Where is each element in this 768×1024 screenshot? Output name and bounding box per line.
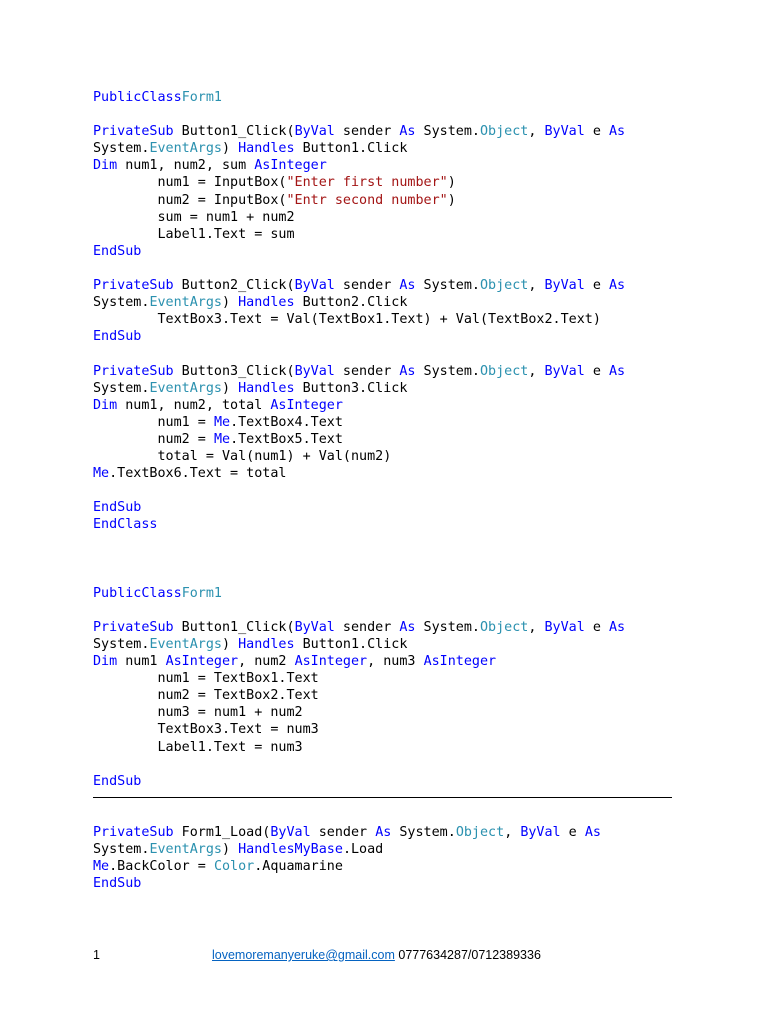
code-line [93,226,753,243]
code-keyword: Handles [238,637,295,652]
code-text: System. [391,825,456,841]
code-text: num1 = [93,414,214,430]
code-text: , [528,619,545,635]
code-line [93,875,753,892]
code-text: Button1_Click( [173,619,295,635]
code-text: e [584,363,609,379]
code-text: sender [334,278,400,294]
code-text: total = Val(num1) + Val(num2) [93,448,392,464]
code-type: Color [213,859,255,875]
code-line [93,243,753,260]
code-keyword: Handles [238,141,295,157]
code-line [93,465,753,482]
code-text: .Load [342,842,384,858]
code-text: e [584,124,609,140]
code-text: ) [447,192,456,208]
code-keyword: Me [93,859,110,875]
code-text: , num3 [367,654,424,670]
code-line [93,721,753,738]
code-text: .TextBox4.Text [230,414,343,430]
code-keyword: ByVal [294,363,335,379]
code-keyword: ByVal [294,278,335,294]
code-text: Label1.Text = sum [93,226,295,242]
code-line [93,209,753,226]
code-keyword: Handles [238,380,295,396]
code-keyword: As [584,825,601,841]
code-keyword: EndClass [93,517,158,533]
code-text: e [560,825,585,841]
code-text: num1 = InputBox( [93,175,287,191]
blank-line [93,790,753,807]
code-keyword: EndSub [93,500,142,516]
code-text: sender [334,124,400,140]
code-line [93,140,753,157]
code-keyword: ByVal [544,363,585,379]
code-text: TextBox3.Text = Val(TextBox1.Text) + Val(TextBox2.Text) [93,312,601,328]
code-string: "Entr second number" [286,192,448,208]
code-line [93,192,753,209]
blank-line [93,551,753,568]
code-line [93,516,753,533]
code-keyword: Dim [93,654,118,670]
code-text: num2 = InputBox( [93,192,287,208]
code-keyword: EndSub [93,773,142,789]
code-type: EventArgs [149,842,222,858]
code-keyword: AsInteger [294,654,368,670]
code-keyword: ByVal [294,619,335,635]
code-keyword: As [609,363,626,379]
code-type: Object [480,124,529,140]
code-text: .TextBox6.Text = total [109,466,287,482]
blank-line [93,602,753,619]
blank-line [93,807,753,824]
code-text: num1 = TextBox1.Text [93,671,319,687]
code-text: sender [334,363,400,379]
code-line [93,123,753,140]
code-line [93,277,753,294]
code-type: Object [480,278,529,294]
code-line [93,858,753,875]
code-keyword: AsInteger [270,397,343,413]
code-type: EventArgs [149,295,222,311]
code-text: System. [93,842,150,858]
code-text: Button1_Click( [173,124,295,140]
code-text: TextBox3.Text = num3 [93,722,319,738]
code-text: ) [222,141,239,157]
code-keyword: Handles [238,295,295,311]
phone-numbers: 0777634287/0712389336 [394,948,541,962]
code-text: num2 = TextBox2.Text [93,688,319,704]
code-line [93,773,753,790]
code-text: System. [415,619,480,635]
code-keyword: PublicClass [93,90,182,105]
code-line [93,311,753,328]
code-text: sender [310,825,376,841]
code-text: , [528,363,545,379]
code-keyword: PrivateSub [93,363,174,379]
code-text: ) [222,295,239,311]
code-type: EventArgs [149,637,222,652]
code-line [93,157,753,174]
code-keyword: EndSub [93,329,142,345]
code-line [93,670,753,687]
footer-contact [212,948,541,962]
code-keyword: HandlesMyBase [238,842,343,858]
code-text: System. [415,124,480,140]
code-keyword: AsInteger [254,158,327,174]
code-line [93,653,753,670]
code-line [93,89,753,106]
code-keyword: Me [213,414,231,430]
code-line [93,363,753,380]
code-text: e [584,619,609,635]
code-keyword: As [399,619,416,635]
code-text: System. [93,141,150,157]
code-type: EventArgs [149,380,222,396]
code-text: , [504,825,521,841]
blank-line [93,482,753,499]
code-keyword: ByVal [544,278,585,294]
blank-line [93,106,753,123]
code-line [93,397,753,414]
code-line [93,585,753,602]
code-text: , [528,124,545,140]
blank-line [93,756,753,773]
code-line [93,704,753,721]
code-text: ) [447,175,456,191]
code-text: num2 = [93,431,214,447]
code-keyword: ByVal [544,124,585,140]
code-keyword: Dim [93,158,118,174]
code-keyword: As [609,619,626,635]
code-keyword: As [609,278,626,294]
code-text: System. [93,380,150,396]
code-text: , num2 [238,654,295,670]
code-text: sender [334,619,400,635]
code-type: EventArgs [149,141,222,157]
code-text: .BackColor = [109,859,214,875]
code-keyword: PrivateSub [93,825,174,841]
code-keyword: As [399,278,416,294]
code-text: Form1_Load( [173,825,271,841]
code-line [93,448,753,465]
code-keyword: ByVal [270,825,311,841]
code-text: ) [222,637,239,652]
page-number: 1 [93,948,100,962]
code-line [93,619,753,636]
code-text: num3 = num1 + num2 [93,705,303,721]
code-line [93,174,753,191]
code-keyword: PrivateSub [93,278,174,294]
code-keyword: ByVal [520,825,561,841]
blank-line [93,260,753,277]
code-text: .TextBox5.Text [230,431,343,447]
code-text: System. [93,295,150,311]
code-line [93,294,753,311]
email-link[interactable]: lovemoremanyeruke@gmail.com [212,948,395,962]
code-text: ) [222,842,239,858]
code-keyword: EndSub [93,876,142,892]
code-line [93,739,753,756]
blank-line [93,568,753,585]
code-line [93,824,753,841]
separator-line [93,797,672,798]
code-keyword: ByVal [544,619,585,635]
code-keyword: Me [93,466,110,482]
code-text: Button2_Click( [173,278,295,294]
code-text: System. [415,278,480,294]
blank-line [93,345,753,362]
code-keyword: ByVal [294,124,335,140]
code-type: Object [455,825,505,841]
code-keyword: As [399,124,416,140]
code-text: ) [222,380,239,396]
code-keyword: AsInteger [423,654,497,670]
code-text: Button3_Click( [173,363,295,379]
code-keyword: PrivateSub [93,619,174,635]
code-text: Button1.Click [294,141,408,157]
code-line [93,841,753,858]
code-line [93,431,753,448]
code-line [93,687,753,704]
code-text: e [584,278,609,294]
code-keyword: Dim [93,397,118,413]
code-text: Label1.Text = num3 [93,739,303,755]
code-keyword: PublicClass [93,585,182,601]
code-keyword: EndSub [93,243,142,259]
code-line [93,328,753,345]
code-line [93,636,753,653]
code-text: Button1.Click [294,637,408,652]
code-text: System. [415,363,480,379]
page-footer [0,948,768,966]
code-line [93,380,753,397]
code-line [93,499,753,516]
code-text: System. [93,637,150,652]
code-type: Object [480,619,529,635]
code-listing [93,89,753,892]
code-keyword: Me [213,431,231,447]
code-text: Button3.Click [294,380,408,396]
code-type: Form1 [181,585,222,601]
code-text: Button2.Click [294,295,408,311]
code-type: Form1 [181,90,222,105]
code-text: num1, num2, total [117,397,271,413]
code-string: "Enter first number" [286,175,448,191]
code-keyword: As [375,825,392,841]
code-keyword: AsInteger [165,654,239,670]
code-text: , [528,278,545,294]
code-text: sum = num1 + num2 [93,209,295,225]
code-keyword: PrivateSub [93,124,174,140]
code-text: .Aquamarine [254,859,343,875]
code-line [93,414,753,431]
code-text: num1, num2, sum [117,158,255,174]
code-keyword: As [609,124,626,140]
code-type: Object [480,363,529,379]
blank-line [93,533,753,550]
code-keyword: As [399,363,416,379]
code-text: num1 [117,654,166,670]
